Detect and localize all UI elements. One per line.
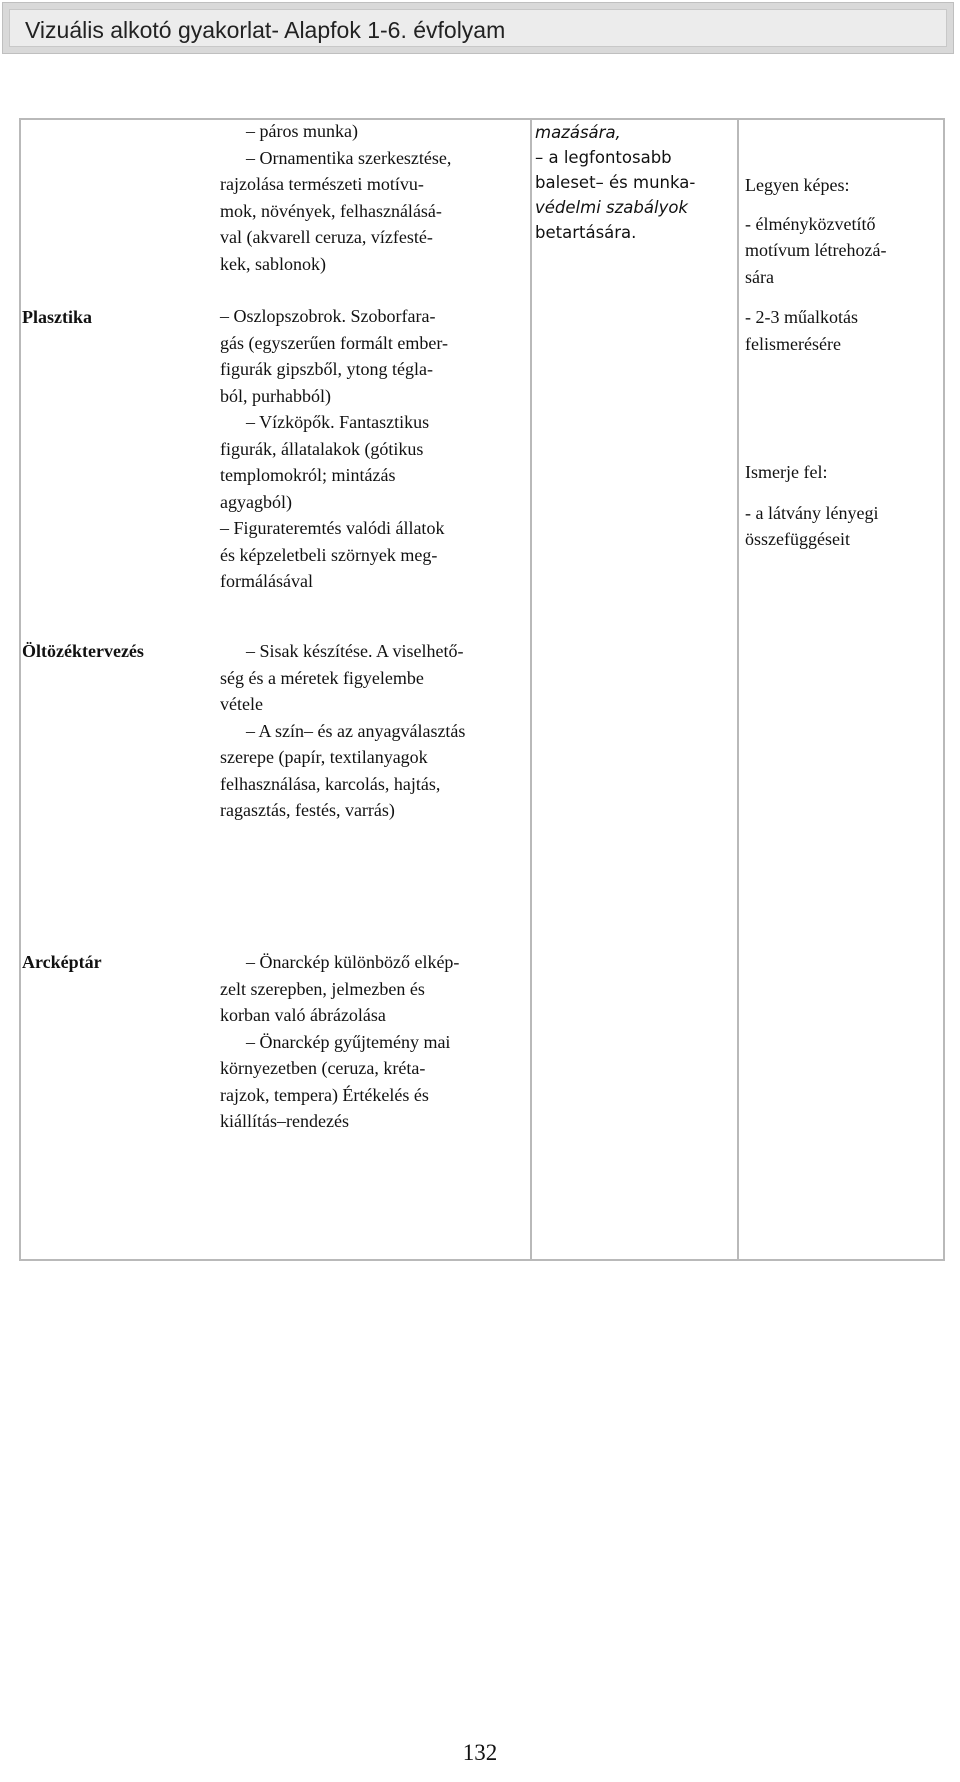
text-line: formálásával [220,571,313,591]
text-line: ból, purhabból) [220,385,331,406]
text-line: figurák gipszből, ytong tégla- [220,359,433,379]
text-line: - a látvány lényegi [745,502,879,523]
text-line: mok, növények, felhasználásá- [220,200,442,221]
text-line: – Önarckép különböző elkép- [246,952,460,972]
text-line: kiállítás–rendezés [220,1111,349,1131]
text-line: összefüggéseit [745,529,850,549]
text-line: agyagból) [220,491,292,512]
text-line: ragasztás, festés, varrás) [220,800,395,820]
text-line: és képzeletbeli szörnyek meg- [220,544,438,565]
text-line: – a legfontosabb [535,148,672,167]
text-line: – A szín– és az anyagválasztás [246,720,466,741]
text-line: vétele [220,694,263,714]
text-line: baleset– és munka- [535,173,696,192]
text-line: felhasználása, karcolás, hajtás, [220,773,441,794]
text-line: templomokról; mintázás [220,465,396,485]
text-line: – Figurateremtés valódi állatok [220,518,445,538]
document-title: Vizuális alkotó gyakorlat- Alapfok 1-6. évfolyam [25,17,506,43]
text-line: – Ornamentika szerkesztése, [246,147,452,168]
text-line: – Önarckép gyűjtemény mai [246,1031,451,1052]
text-line: mazására, [535,123,621,142]
text-line: ség és a méretek figyelembe [220,667,424,688]
text-line: sára [745,266,774,287]
table-bottom-border [19,1259,945,1261]
document-header [2,2,954,54]
text-line: – páros munka) [246,121,358,141]
text-line: szerepe (papír, textilanyagok [220,747,428,767]
text-line: zelt szerepben, jelmezben és [220,978,425,999]
text-line: kek, sablonok) [220,253,326,274]
table-col-divider-2 [530,118,532,1261]
text-line: figurák, állatalakok (gótikus [220,438,424,459]
arckeptar-content [220,949,518,1135]
plasztika-content [220,118,518,595]
text-line: rajzolása természeti motívu- [220,174,424,194]
text-line: val (akvarell ceruza, vízfesté- [220,227,433,247]
text-line: motívum létrehozá- [745,240,887,260]
page-number: 132 [462,1740,498,1765]
plasztika-col4 [745,172,945,553]
table-left-border [19,118,21,1261]
text-line: Legyen képes: [745,175,850,195]
text-line: – Vízköpők. Fantasztikus [246,412,430,432]
text-line: – Oszlopszobrok. Szoborfara- [220,306,436,326]
text-line: Ismerje fel: [745,462,828,482]
text-line: - élményközvetítő [745,213,876,234]
text-line: betartására. [535,223,637,242]
row-label-arckeptar: Arcképtár [22,952,102,972]
text-line: védelmi szabályok [535,198,688,217]
text-line: rajzok, tempera) Értékelés és [220,1084,429,1105]
text-line: korban való ábrázolása [220,1005,386,1025]
plasztika-col3 [535,120,733,245]
oltozek-content [220,638,518,824]
row-label-plasztika: Plasztika [22,307,92,327]
text-line: gás (egyszerűen formált ember- [220,332,449,353]
text-line: - 2-3 műalkotás [745,307,858,327]
row-label-oltozektervezes: Öltözéktervezés [22,641,144,661]
text-line: – Sisak készítése. A viselhető- [246,641,464,661]
table-col-divider-3 [737,118,739,1261]
text-line: felismerésére [745,333,841,354]
text-line: környezetben (ceruza, kréta- [220,1058,426,1078]
